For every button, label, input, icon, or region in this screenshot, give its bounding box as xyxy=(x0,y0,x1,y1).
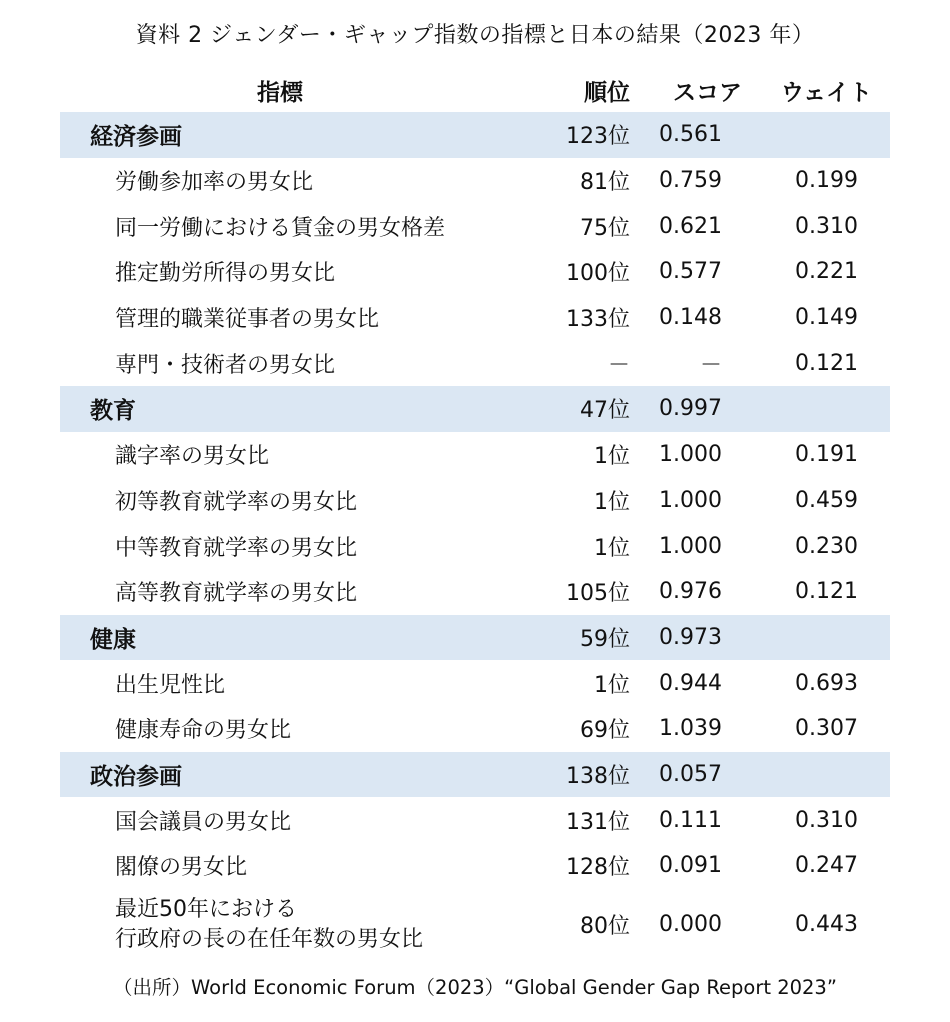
row-rank: 75位 xyxy=(580,215,630,241)
row-weight: 0.121 xyxy=(795,579,858,605)
row-rank: 1位 xyxy=(594,672,630,698)
row-weight: 0.230 xyxy=(795,533,858,559)
row-rank: 1位 xyxy=(594,489,630,515)
row-score: 1.000 xyxy=(659,533,722,559)
row-rank: 69位 xyxy=(580,718,630,744)
table-row xyxy=(60,340,890,386)
table-header-row xyxy=(60,68,890,112)
row-weight: 0.149 xyxy=(795,305,858,331)
row-weight: 0.310 xyxy=(795,807,858,833)
row-score: 0.944 xyxy=(659,670,722,696)
row-weight: 0.191 xyxy=(795,442,858,468)
table-row xyxy=(60,432,890,478)
row-name xyxy=(60,889,530,961)
row-rank: 138位 xyxy=(530,752,630,798)
row-name: 健康 xyxy=(60,615,530,661)
table-row-category xyxy=(60,386,890,432)
row-name-line-1: 最近50年における xyxy=(115,896,297,922)
row-name: 国会議員の男女比 xyxy=(115,809,292,835)
row-weight: 0.693 xyxy=(795,670,858,696)
row-score: 0.561 xyxy=(630,112,750,158)
row-name: 出生児性比 xyxy=(115,672,226,698)
row-score: 1.000 xyxy=(659,442,722,468)
row-rank: 128位 xyxy=(566,855,630,881)
row-rank: 80位 xyxy=(580,914,630,940)
row-rank: 1位 xyxy=(594,535,630,561)
row-weight xyxy=(750,386,890,432)
row-score: 0.111 xyxy=(659,807,722,833)
row-name: 専門・技術者の男女比 xyxy=(115,352,336,378)
table-row xyxy=(60,660,890,706)
row-weight xyxy=(750,615,890,661)
table-row xyxy=(60,158,890,204)
row-weight xyxy=(750,112,890,158)
row-rank: 131位 xyxy=(566,809,630,835)
row-score: 0.000 xyxy=(659,912,722,938)
header-indicator: 指標 xyxy=(257,79,303,106)
row-weight: 0.199 xyxy=(795,168,858,194)
row-rank: 47位 xyxy=(530,386,630,432)
row-weight: 0.443 xyxy=(795,912,858,938)
table-row xyxy=(60,569,890,615)
row-name: 教育 xyxy=(60,386,530,432)
table-row xyxy=(60,523,890,569)
table-row xyxy=(60,295,890,341)
row-weight xyxy=(750,752,890,798)
row-name-line-2: 行政府の長の在任年数の男女比 xyxy=(115,926,424,952)
row-name: 中等教育就学率の男女比 xyxy=(115,535,358,561)
row-score: 0.973 xyxy=(630,615,750,661)
table-row-category xyxy=(60,112,890,158)
row-name: 高等教育就学率の男女比 xyxy=(115,581,358,607)
table-row xyxy=(60,706,890,752)
row-score: 1.000 xyxy=(659,487,722,513)
header-rank: 順位 xyxy=(584,79,630,106)
row-name: 経済参画 xyxy=(60,112,530,158)
source-note: （出所）World Economic Forum（2023）“Global Gender Gap Report 2023” xyxy=(113,976,837,999)
row-rank: 133位 xyxy=(566,307,630,333)
row-weight: 0.121 xyxy=(795,350,858,376)
row-weight: 0.307 xyxy=(795,716,858,742)
row-score: 0.759 xyxy=(659,168,722,194)
row-score: 1.039 xyxy=(659,716,722,742)
header-score: スコア xyxy=(673,79,742,106)
row-weight: 0.247 xyxy=(795,853,858,879)
row-name: 健康寿命の男女比 xyxy=(115,718,292,744)
table-row-category xyxy=(60,615,890,661)
row-rank: 123位 xyxy=(530,112,630,158)
row-score: 0.057 xyxy=(630,752,750,798)
gender-gap-table xyxy=(60,68,890,961)
row-score: － xyxy=(699,352,722,378)
row-name: 識字率の男女比 xyxy=(115,444,270,470)
table-row xyxy=(60,843,890,889)
row-name: 政治参画 xyxy=(60,752,530,798)
row-score: 0.148 xyxy=(659,305,722,331)
row-rank: － xyxy=(607,352,630,378)
row-weight: 0.459 xyxy=(795,487,858,513)
row-name: 管理的職業従事者の男女比 xyxy=(115,307,380,333)
row-rank: 81位 xyxy=(580,170,630,196)
row-score: 0.997 xyxy=(630,386,750,432)
row-score: 0.091 xyxy=(659,853,722,879)
row-name: 推定勤労所得の男女比 xyxy=(115,261,336,287)
row-name: 閣僚の男女比 xyxy=(115,855,248,881)
row-name: 初等教育就学率の男女比 xyxy=(115,489,358,515)
row-weight: 0.221 xyxy=(795,259,858,285)
row-score: 0.577 xyxy=(659,259,722,285)
table-row xyxy=(60,478,890,524)
document-title: 資料 2 ジェンダー・ギャップ指数の指標と日本の結果（2023 年） xyxy=(135,23,815,48)
row-rank: 59位 xyxy=(530,615,630,661)
row-rank: 1位 xyxy=(594,444,630,470)
table-row xyxy=(60,203,890,249)
row-weight: 0.310 xyxy=(795,213,858,239)
table-row-category xyxy=(60,752,890,798)
row-score: 0.621 xyxy=(659,213,722,239)
table-row xyxy=(60,889,890,961)
table-row xyxy=(60,249,890,295)
row-rank: 100位 xyxy=(566,261,630,287)
table-row xyxy=(60,797,890,843)
row-rank: 105位 xyxy=(566,581,630,607)
row-name: 同一労働における賃金の男女格差 xyxy=(115,215,446,241)
header-weight: ウェイト xyxy=(780,79,872,106)
row-score: 0.976 xyxy=(659,579,722,605)
row-name: 労働参加率の男女比 xyxy=(115,170,314,196)
